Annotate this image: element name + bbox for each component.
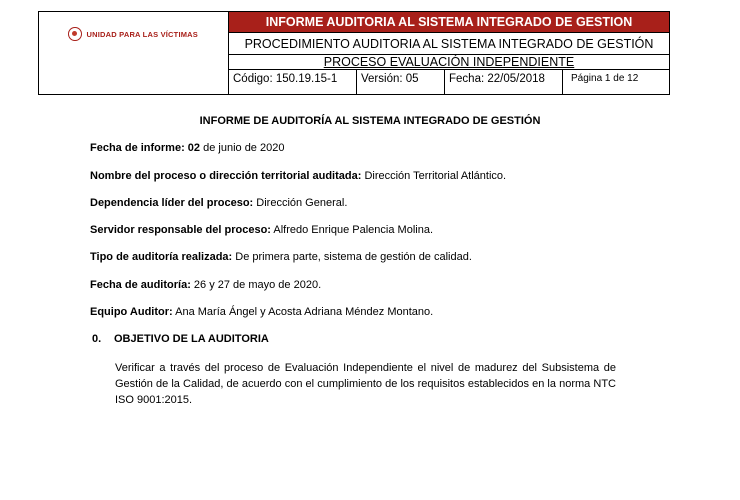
field-label: Fecha de informe: 02 [90, 142, 201, 154]
field-responsible-server [90, 224, 433, 236]
field-value: Dirección Territorial Atlántico. [361, 170, 507, 182]
field-value: de junio de 2020 [200, 142, 285, 154]
field-audit-type [90, 251, 472, 263]
field-process-name [90, 170, 506, 182]
field-label: Servidor responsable del proceso: [90, 224, 271, 236]
field-value: De primera parte, sistema de gestión de calidad. [232, 251, 472, 263]
document-title: INFORME DE AUDITORÍA AL SISTEMA INTEGRADO DE GESTIÓN [199, 115, 541, 127]
header-date: Fecha: 22/05/2018 [445, 70, 563, 94]
field-label: Dependencia líder del proceso: [90, 197, 254, 209]
section-paragraph: Verificar a través del proceso de Evaluación Independiente el nivel de madurez del Subsistema de Gestión de la Calidad, de acuerdo con el cumplimiento de los requisitos establecidos en la norma NTC ISO 9001:2015. [115, 362, 616, 406]
field-audit-date [90, 279, 321, 291]
field-label: Fecha de auditoría: [90, 279, 191, 291]
section-number: 0. [92, 333, 102, 345]
header-process [229, 55, 669, 69]
logo-cell [39, 12, 229, 94]
header-version: Versión: 05 [357, 70, 445, 94]
section-title: OBJETIVO DE LA AUDITORIA [114, 333, 269, 345]
header-meta-row [229, 69, 669, 94]
field-audit-team [90, 306, 433, 318]
logo [68, 25, 198, 43]
header-procedure: PROCEDIMIENTO AUDITORIA AL SISTEMA INTEGRADO DE GESTIÓN [229, 33, 669, 55]
field-report-date [90, 142, 284, 154]
field-label: Nombre del proceso o dirección territorial auditada: [90, 170, 362, 182]
field-value: Ana María Ángel y Acosta Adriana Méndez Montano. [172, 306, 434, 318]
header-page: Página 1 de 12 [571, 73, 639, 84]
header-title: INFORME AUDITORIA AL SISTEMA INTEGRADO DE GESTION [229, 12, 669, 33]
field-lead-dependency [90, 197, 347, 209]
field-label: Equipo Auditor: [90, 306, 173, 318]
header-process-text: PROCESO EVALUACIÓN INDEPENDIENTE [323, 55, 575, 69]
section-heading [92, 333, 269, 345]
field-label: Tipo de auditoría realizada: [90, 251, 233, 263]
logo-text: UNIDAD PARA LAS VÍCTIMAS [86, 29, 198, 39]
header-code: Código: 150.19.15-1 [229, 70, 357, 94]
field-value: 26 y 27 de mayo de 2020. [190, 279, 322, 291]
field-value: Alfredo Enrique Palencia Molina. [270, 224, 433, 236]
field-value: Dirección General. [253, 197, 348, 209]
document-header [38, 11, 670, 95]
seal-icon [68, 27, 82, 41]
